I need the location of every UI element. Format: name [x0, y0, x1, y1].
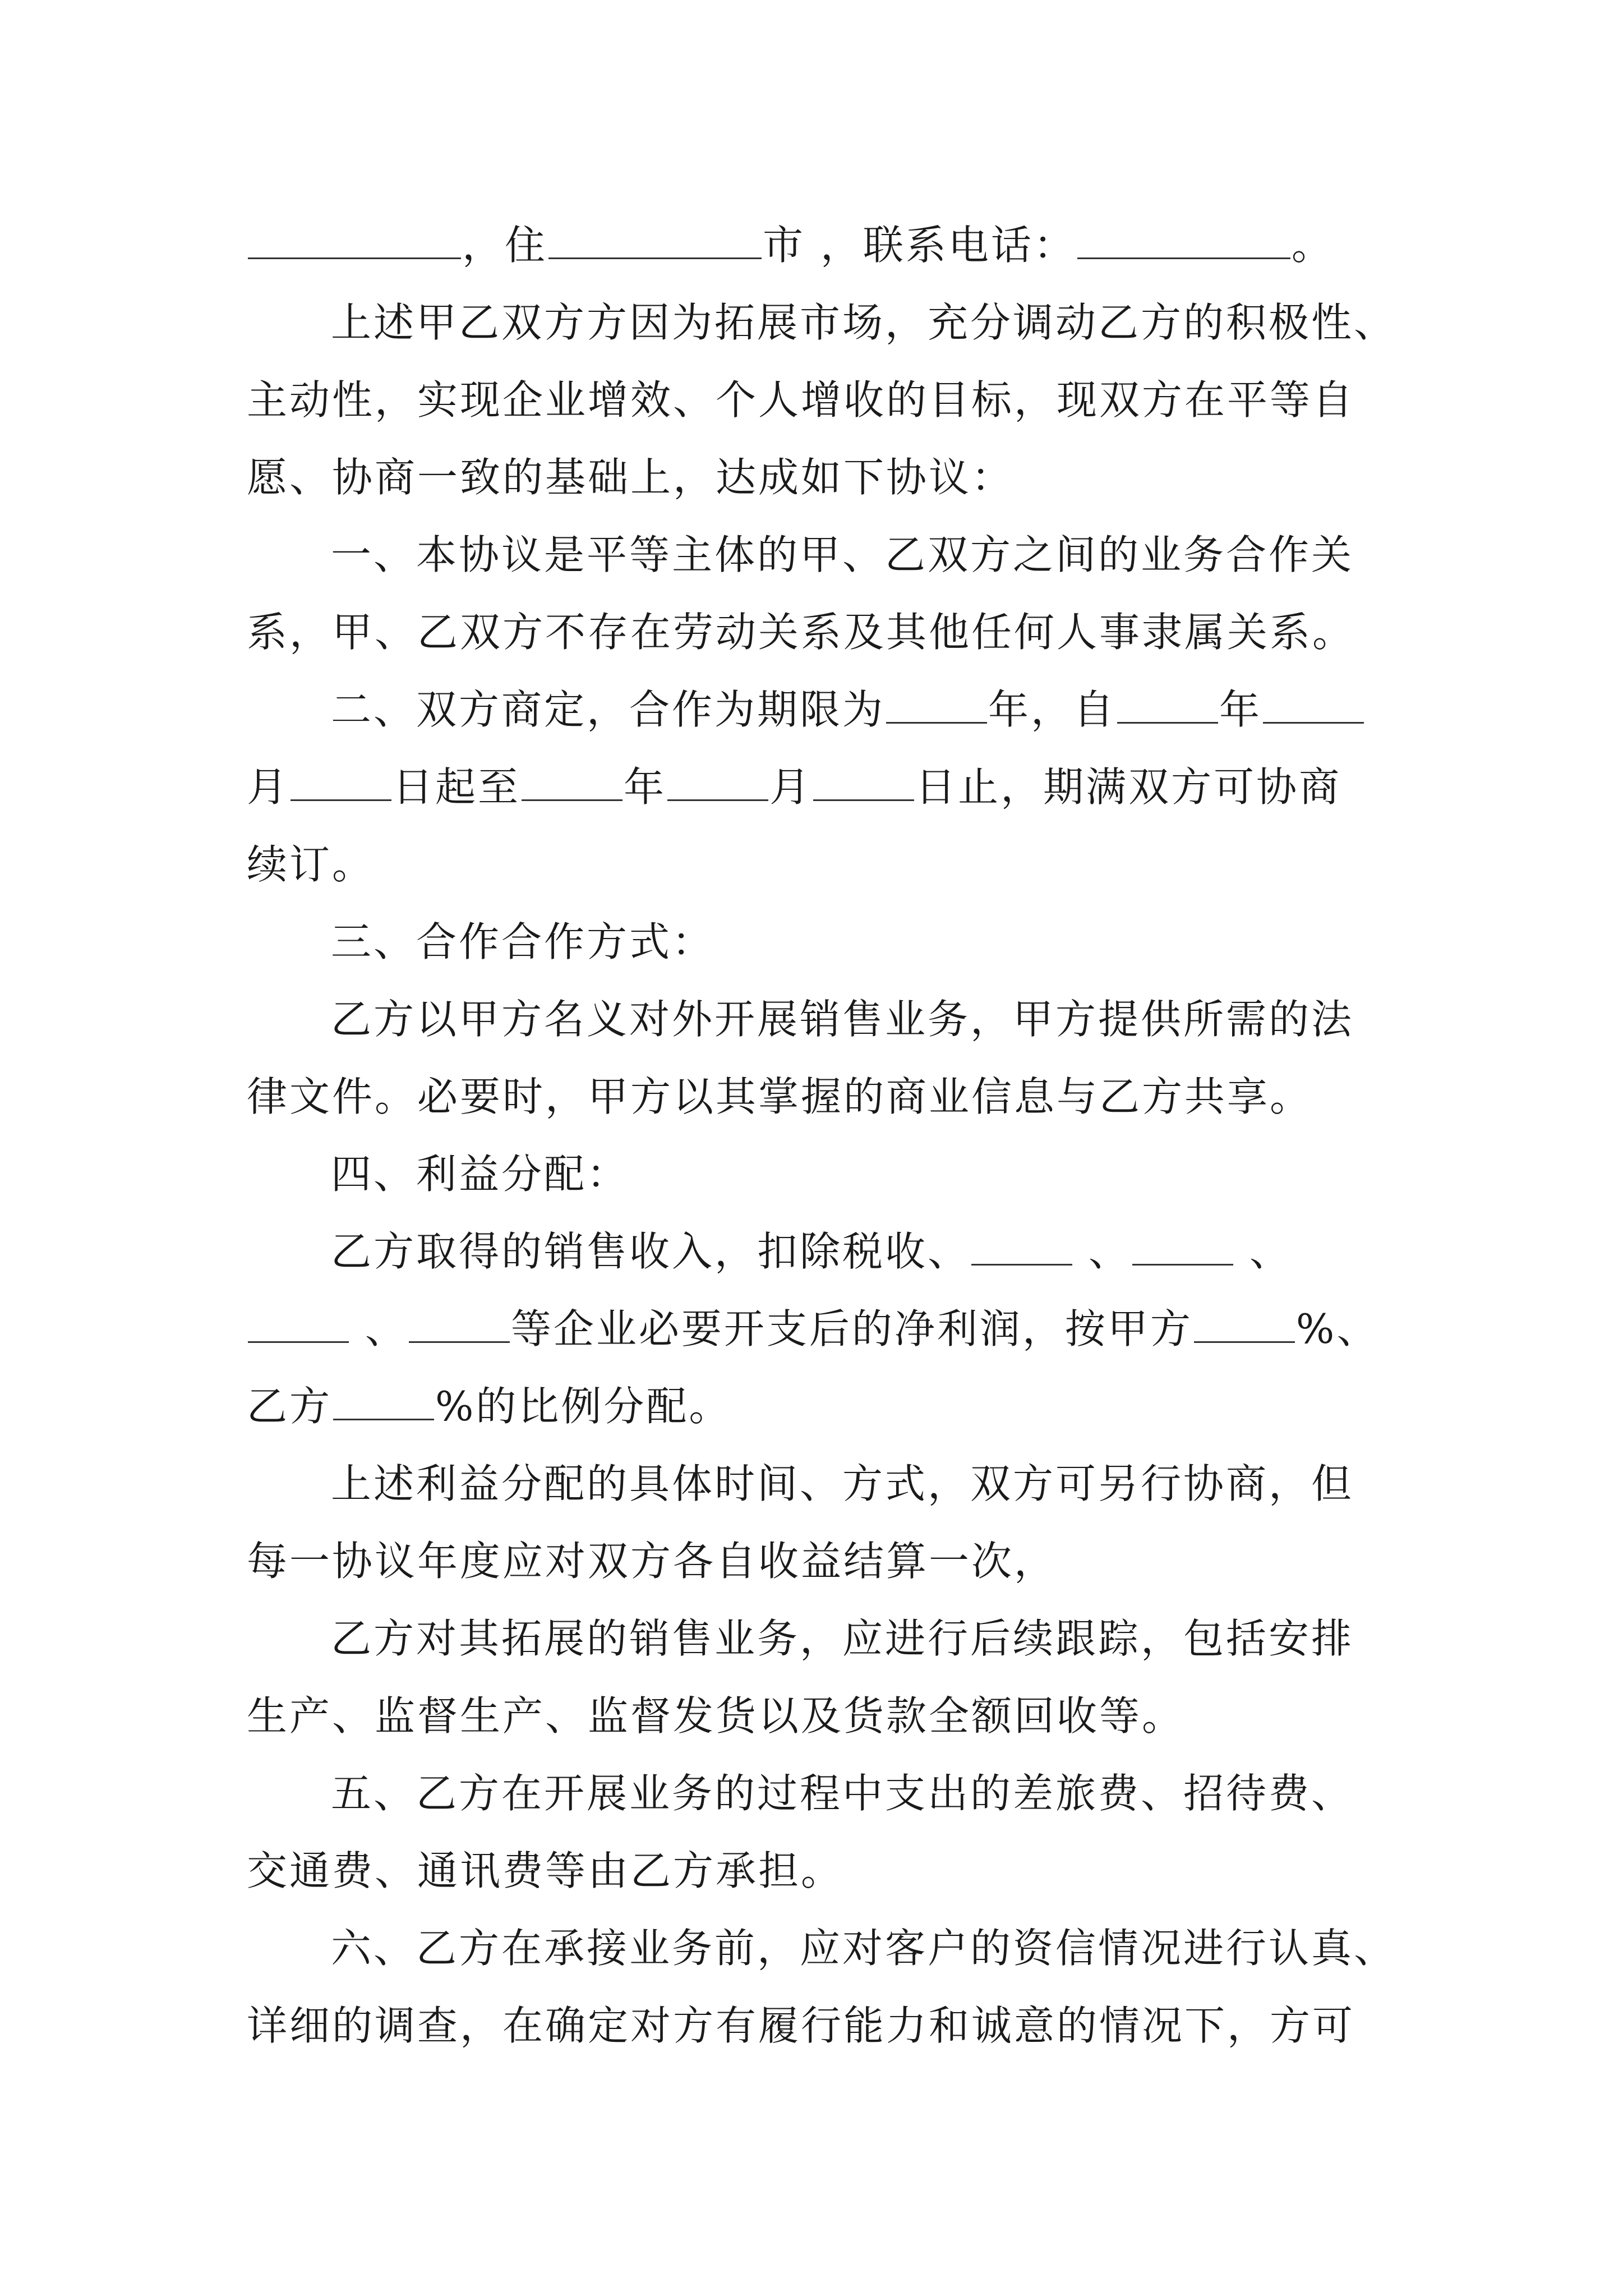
clause-3-heading: 三、合作合作方式：	[331, 918, 715, 965]
text-segment: 月	[247, 763, 290, 811]
text-segment: 日止，期满双方可协商	[915, 763, 1342, 811]
text-segment: 、	[365, 1305, 408, 1352]
blank-field	[1117, 689, 1218, 724]
blank-field	[886, 689, 987, 724]
blank-field	[409, 1309, 510, 1343]
paragraph-line: 上述甲乙双方方因为拓展市场，充分调动乙方的积极性、	[331, 299, 1397, 346]
paragraph-line: 愿、协商一致的基础上，达成如下协议：	[247, 454, 1015, 501]
clause-1-line: 一、本协议是平等主体的甲、乙双方之间的业务合作关	[331, 531, 1354, 578]
text-segment: 市 ，联系电话：	[763, 222, 1076, 269]
contact-line	[247, 206, 1441, 284]
blank-field	[667, 767, 768, 801]
blank-field	[813, 767, 914, 801]
text-segment: 月	[769, 763, 813, 811]
text-segment: 、	[1088, 1228, 1131, 1275]
clause-5-line: 五、乙方在开展业务的过程中支出的差旅费、招待费、	[331, 1770, 1354, 1817]
blank-field	[522, 767, 623, 801]
text-segment: %的比例分配。	[435, 1383, 732, 1430]
clause-4-line	[247, 1213, 1441, 1290]
clause-4-line: 乙方对其拓展的销售业务，应进行后续跟踪，包括安排	[331, 1615, 1354, 1662]
text-segment: 乙方	[247, 1383, 333, 1430]
clause-1-line: 系，甲、乙双方不存在劳动关系及其他任何人事隶属关系。	[247, 609, 1355, 656]
blank-field	[248, 225, 461, 259]
clause-2-line	[247, 671, 1441, 748]
clause-4-line: 每一协议年度应对双方各自收益结算一次，	[247, 1538, 1057, 1585]
blank-field	[1132, 1231, 1233, 1266]
clause-5-line: 交通费、通讯费等由乙方承担。	[247, 1847, 844, 1894]
text-segment: 日起至	[393, 763, 521, 811]
clause-4-line	[247, 1290, 1441, 1368]
text-segment: %、	[1295, 1305, 1380, 1352]
blank-field	[291, 767, 391, 801]
agreement-body	[247, 206, 1441, 2064]
blank-field	[971, 1231, 1072, 1266]
clause-2-line: 续订。	[247, 841, 375, 888]
blank-field	[1077, 225, 1290, 259]
clause-4-heading: 四、利益分配：	[331, 1151, 630, 1198]
blank-field	[548, 225, 762, 259]
text-segment: 等企业必要开支后的净利润，按甲方	[510, 1305, 1193, 1352]
paragraph-line: 主动性，实现企业增效、个人增收的目标，现双方在平等自	[247, 376, 1355, 424]
text-segment: 年	[624, 763, 667, 811]
clause-4-line	[247, 1368, 1441, 1445]
text-segment: 年	[1219, 686, 1262, 733]
clause-6-line: 详细的调查，在确定对方有履行能力和诚意的情况下，方可	[247, 2002, 1355, 2049]
text-segment: ，住	[462, 222, 548, 269]
text-segment: 乙方取得的销售收入，扣除税收、	[331, 1228, 971, 1275]
clause-6-line: 六、乙方在承接业务前，应对客户的资信情况进行认真、	[331, 1925, 1397, 1972]
text-segment: 二、双方商定，合作为期限为	[331, 686, 886, 733]
clause-4-line: 上述利益分配的具体时间、方式，双方可另行协商，但	[331, 1460, 1354, 1507]
text-segment: 、	[1249, 1228, 1292, 1275]
text-segment: 年，自	[988, 686, 1117, 733]
blank-field	[333, 1386, 434, 1420]
clause-4-line: 生产、监督生产、监督发货以及货款全额回收等。	[247, 1692, 1185, 1740]
text-segment: 。	[1291, 222, 1334, 269]
blank-field	[1263, 689, 1364, 724]
clause-3-line: 乙方以甲方名义对外开展销售业务，甲方提供所需的法	[331, 996, 1354, 1043]
blank-field	[248, 1309, 349, 1343]
clause-2-line	[247, 748, 1441, 826]
clause-3-line: 律文件。必要时，甲方以其掌握的商业信息与乙方共享。	[247, 1073, 1313, 1120]
blank-field	[1194, 1309, 1295, 1343]
